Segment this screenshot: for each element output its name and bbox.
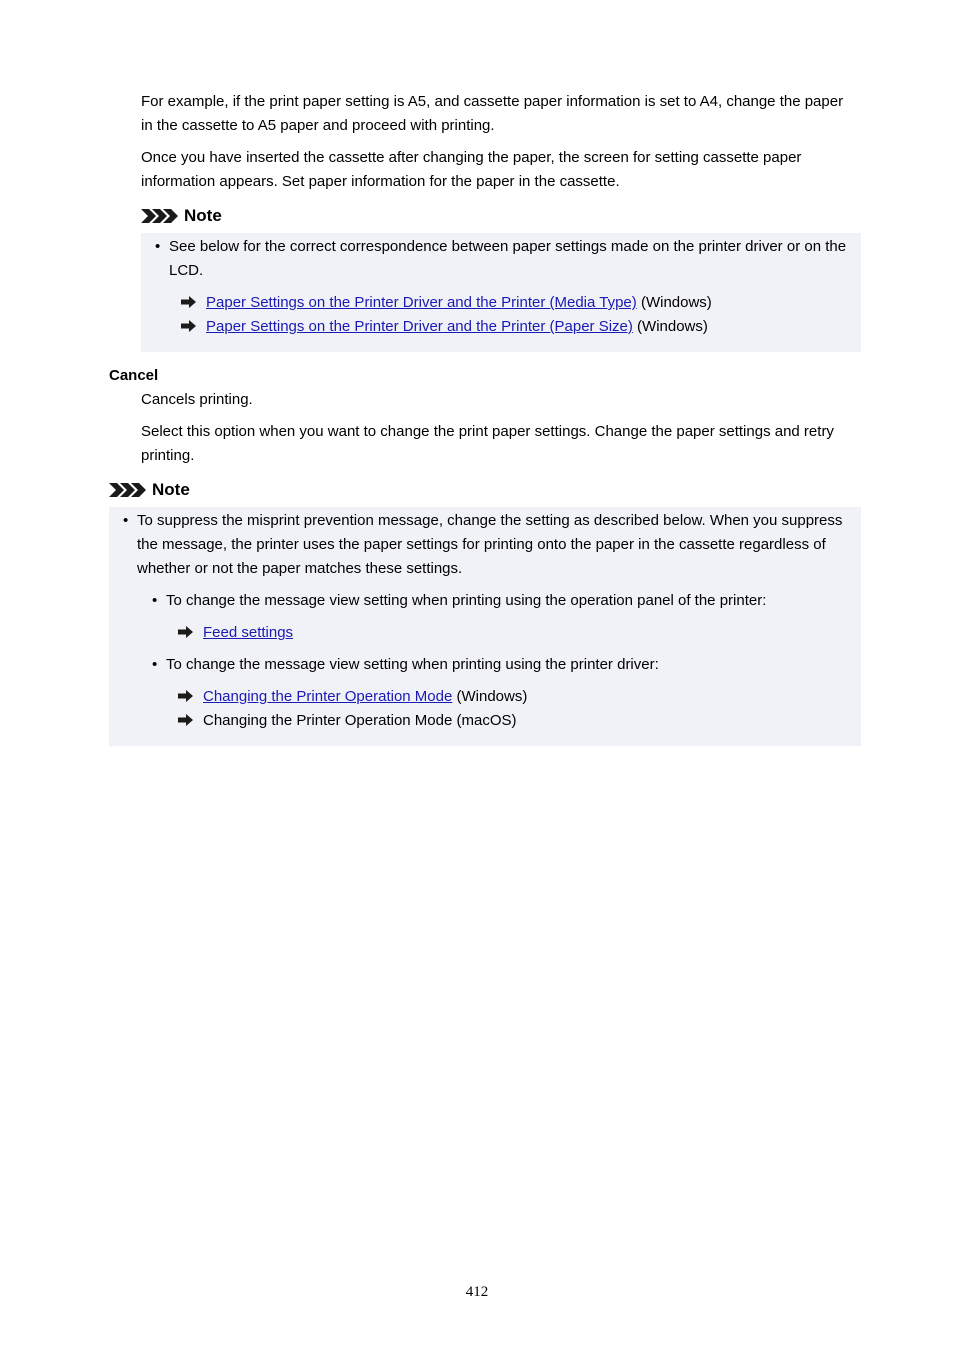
link-line bbox=[178, 709, 516, 733]
arrow-right-icon bbox=[181, 320, 196, 332]
note-heading bbox=[109, 479, 190, 501]
page-number: 412 bbox=[465, 1284, 489, 1300]
bullet: • bbox=[155, 238, 161, 255]
note-text: To suppress the misprint prevention message, change the setting as described below. When you suppress the message, the printer uses the paper settings for printing onto the paper in the cassette regardless of whether or not the paper matches these settings. bbox=[137, 512, 843, 577]
list-item bbox=[152, 589, 852, 613]
link-line bbox=[181, 291, 712, 315]
bullet: • bbox=[152, 592, 158, 609]
note-box bbox=[141, 233, 861, 352]
cancel-term: Cancel bbox=[109, 367, 159, 384]
cancel-paragraph-1: Cancels printing. bbox=[141, 391, 253, 408]
platform-suffix: (Windows) bbox=[456, 688, 528, 705]
note-box bbox=[109, 507, 861, 746]
link-line bbox=[181, 315, 708, 339]
intro-paragraph-2: Once you have inserted the cassette after changing the paper, the screen for setting cassette paper information appears. Set paper information for the paper in the cassette. bbox=[141, 149, 802, 190]
platform-suffix: (Windows) bbox=[637, 318, 708, 335]
arrow-right-icon bbox=[178, 626, 193, 638]
bullet: • bbox=[152, 656, 158, 673]
arrow-right-icon bbox=[178, 714, 193, 726]
intro-paragraph-1: For example, if the print paper setting is A5, and cassette paper information is set to A4, change the paper in the cassette to A5 paper and proceed with printing. bbox=[141, 93, 844, 134]
media-type-link[interactable]: Paper Settings on the Printer Driver and the Printer (Media Type) bbox=[206, 294, 637, 311]
list-item bbox=[155, 235, 855, 283]
feed-settings-link[interactable]: Feed settings bbox=[203, 624, 294, 641]
note-chevrons-icon bbox=[109, 482, 149, 498]
link-line bbox=[178, 685, 527, 709]
macos-item-text: Changing the Printer Operation Mode (macOS) bbox=[203, 712, 517, 729]
paper-size-link[interactable]: Paper Settings on the Printer Driver and the Printer (Paper Size) bbox=[206, 318, 633, 335]
sub-item-text: To change the message view setting when printing using the operation panel of the printer: bbox=[166, 592, 767, 609]
note-chevrons-icon bbox=[141, 208, 181, 224]
sub-item-text: To change the message view setting when printing using the printer driver: bbox=[166, 656, 659, 673]
note-text: See below for the correct correspondence between paper settings made on the printer driver or on the LCD. bbox=[169, 238, 847, 279]
arrow-right-icon bbox=[181, 296, 196, 308]
arrow-right-icon bbox=[178, 690, 193, 702]
note-label: Note bbox=[152, 480, 190, 499]
note-heading bbox=[141, 205, 222, 227]
note-label: Note bbox=[184, 206, 222, 225]
cancel-paragraph-2: Select this option when you want to change the print paper settings. Change the paper settings and retry printing. bbox=[141, 423, 834, 464]
list-item bbox=[123, 509, 853, 581]
bullet: • bbox=[123, 512, 129, 529]
link-line bbox=[178, 621, 293, 645]
operation-mode-link[interactable]: Changing the Printer Operation Mode bbox=[203, 688, 453, 705]
list-item bbox=[152, 653, 852, 677]
platform-suffix: (Windows) bbox=[640, 294, 712, 311]
